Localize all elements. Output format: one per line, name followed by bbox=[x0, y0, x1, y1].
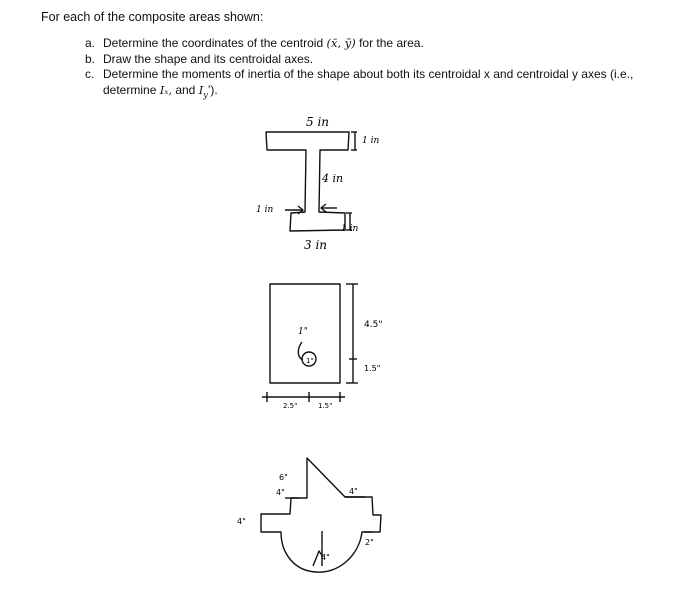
figure-2-plate-with-hole bbox=[262, 284, 358, 402]
label-bottom-width: 3 in bbox=[304, 238, 328, 252]
label-top-width: 5 in bbox=[306, 115, 330, 129]
label-left-step: 4" bbox=[276, 488, 285, 497]
task-c-line2: determine bbox=[103, 82, 160, 97]
label-hole-offset: 1.5" bbox=[364, 364, 381, 373]
task-a-tail: for the area. bbox=[355, 36, 424, 50]
task-b-marker: b. bbox=[85, 51, 96, 66]
label-diameter: 4" bbox=[321, 553, 330, 562]
label-width-right: 1.5" bbox=[318, 402, 333, 410]
task-b-text: Draw the shape and its centroidal axes. bbox=[103, 51, 314, 66]
label-flange-thickness: 1 in bbox=[362, 136, 380, 146]
label-plate-height: 4.5" bbox=[364, 320, 383, 330]
label-width-left: 2.5" bbox=[283, 402, 298, 410]
task-c-tail: ’). bbox=[207, 82, 218, 97]
task-c-and: and bbox=[171, 82, 199, 97]
label-left-tab: 4" bbox=[237, 517, 246, 526]
task-a-marker: a. bbox=[85, 36, 96, 50]
iy-subscript: y bbox=[203, 89, 208, 99]
label-web-thickness: 1 in bbox=[256, 205, 274, 215]
figure-1-i-beam bbox=[266, 132, 357, 231]
label-triangle-side: 6" bbox=[279, 473, 288, 482]
instructions-heading: For each of the composite areas shown: bbox=[41, 10, 264, 24]
label-web-height: 4 in bbox=[322, 172, 344, 185]
label-hole: 1" bbox=[306, 357, 314, 365]
label-radius: 2" bbox=[365, 538, 374, 547]
ix-notation: Iₓ, bbox=[159, 82, 172, 97]
centroid-notation: (x̄, ȳ) bbox=[326, 36, 356, 50]
label-hole-size: 1" bbox=[298, 327, 308, 337]
label-right-step: 4" bbox=[349, 487, 358, 496]
task-c-marker: c. bbox=[85, 67, 95, 81]
task-a-text: Determine the coordinates of the centroid bbox=[103, 36, 327, 50]
task-c-line1: Determine the moments of inertia of the shape about both its centroidal x and centroidal y axes (i.e., bbox=[103, 67, 634, 81]
label-bottom-flange: 1 in bbox=[341, 224, 359, 234]
iy-notation: I bbox=[198, 82, 204, 97]
